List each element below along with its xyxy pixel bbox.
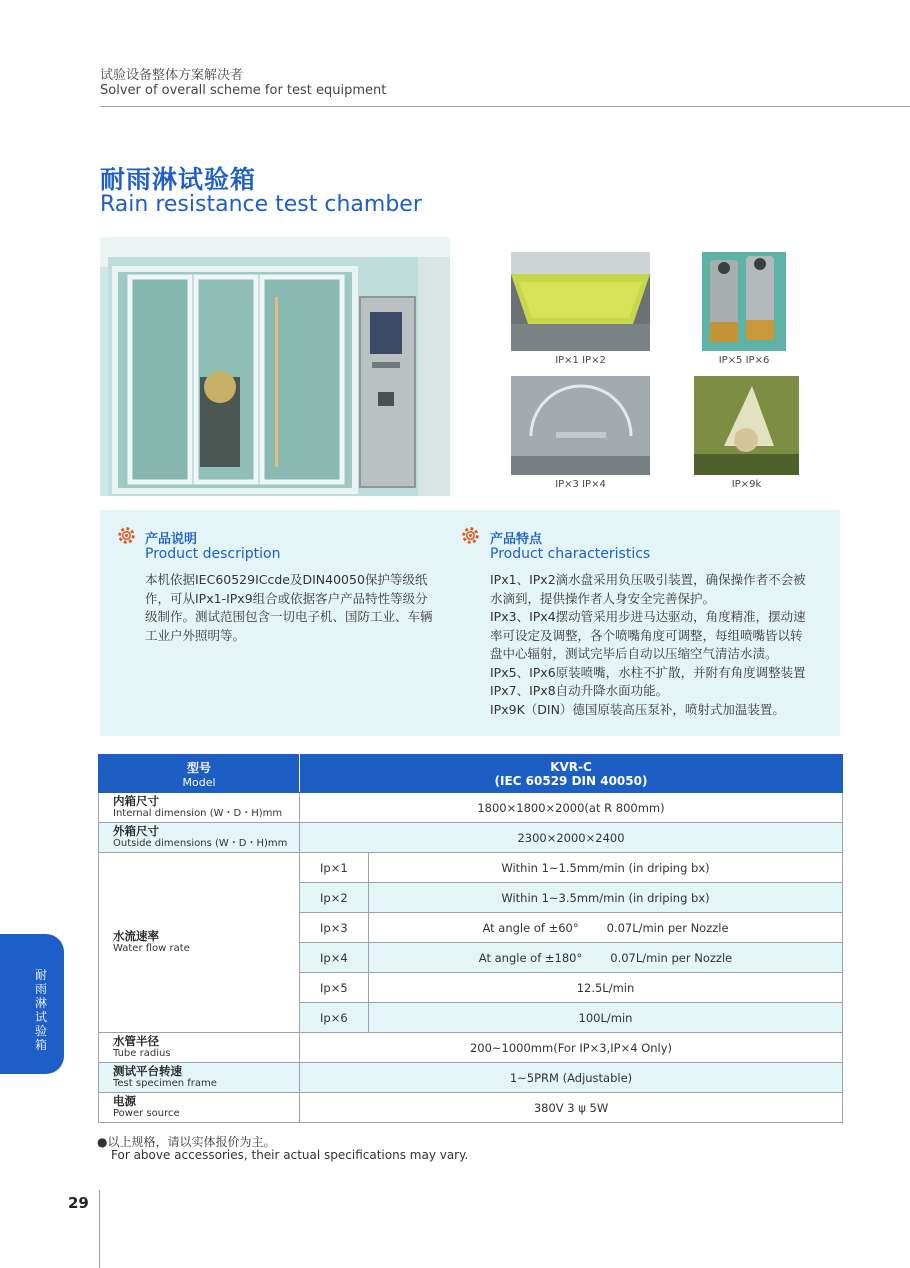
note-cn: ●以上规格，请以实体报价为主。 bbox=[97, 1135, 276, 1149]
table-row: 水管半径 Tube radius 200~1000mm(For IP×3,IP×4 Only) bbox=[99, 1033, 843, 1063]
description-title-en: Product description bbox=[145, 546, 281, 562]
header-cn: 试验设备整体方案解决者 bbox=[100, 68, 244, 83]
characteristics-title-en: Product characteristics bbox=[490, 546, 651, 562]
note-en: For above accessories, their actual specifications may vary. bbox=[111, 1148, 469, 1162]
table-row: Ip×6 100L/min bbox=[99, 1003, 843, 1033]
nozzles-photo bbox=[702, 252, 786, 351]
photo-caption-4: IP×9k bbox=[731, 479, 762, 490]
water-flow-label: 水流速率 Water flow rate bbox=[99, 853, 300, 1033]
table-row: Ip×2 Within 1~3.5mm/min (in driping bx) bbox=[99, 883, 843, 913]
table-header-row bbox=[99, 755, 843, 793]
side-tab bbox=[0, 934, 64, 1074]
table-row: Ip×3 At angle of ±60° 0.07L/min per Nozzle bbox=[99, 913, 843, 943]
nozzle-tray-photo bbox=[511, 252, 650, 351]
table-row: 外箱尺寸 Outside dimensions (W・D・H)mm 2300×2000×2400 bbox=[99, 823, 843, 853]
photo-caption-3: IP×3 IP×4 bbox=[555, 479, 606, 490]
photo-caption-1: IP×1 IP×2 bbox=[555, 355, 606, 366]
model-value: KVR-C (IEC 60529 DIN 40050) bbox=[300, 755, 843, 793]
model-header: 型号 Model bbox=[99, 755, 300, 793]
oscillating-tube-photo bbox=[511, 376, 650, 475]
side-tab-label: 耐雨淋试验箱 bbox=[34, 968, 47, 1052]
table-row: Ip×5 12.5L/min bbox=[99, 973, 843, 1003]
table-row: 水流速率 Water flow rate Ip×1 Within 1~1.5mm/min (in driping bx) bbox=[99, 853, 843, 883]
table-row: Ip×4 At angle of ±180° 0.07L/min per Nozzle bbox=[99, 943, 843, 973]
gear-icon bbox=[462, 527, 479, 544]
header-divider bbox=[100, 106, 910, 107]
table-row: 内箱尺寸 Internal dimension (W・D・H)mm 1800×1800×2000(at R 800mm) bbox=[99, 793, 843, 823]
table-row: 测试平台转速 Test specimen frame 1~5PRM (Adjustable) bbox=[99, 1063, 843, 1093]
description-title-cn: 产品说明 bbox=[145, 532, 198, 547]
characteristics-title-cn: 产品特点 bbox=[490, 532, 543, 547]
gear-icon bbox=[118, 527, 135, 544]
page-number: 29 bbox=[68, 1194, 89, 1212]
page-title-cn: 耐雨淋试验箱 bbox=[100, 165, 257, 194]
header-en: Solver of overall scheme for test equipment bbox=[100, 83, 387, 98]
chamber-photo bbox=[100, 237, 450, 496]
photo-caption-2: IP×5 IP×6 bbox=[718, 355, 770, 366]
spec-table bbox=[98, 754, 843, 1123]
description-text: 本机依据IEC60529ICcde及DIN40050保护等级纸 作，可从IPx1-IPx9组合或依据客户产品特性等级分 级制作。测试范围包含一切电子机、国防工业、车辆 工业户外照明等。 bbox=[145, 572, 433, 643]
characteristics-text: IPx1、IPx2滴水盘采用负压吸引装置，确保操作者不会被 水滴到，提供操作者人身安全完善保护。 IPx3、IPx4摆动管采用步进马达驱动，角度精准，摆动速 率可设定及调整，各个喷嘴角度可调整，每组喷嘴皆以转 盘中心辐射，测试完毕后自动以压缩空气清洁水渍。 IPx5、IPx6原装喷嘴，水柱不扩散，并附有角度调整装置 IPx7、IPx8自动升降水面功能。 IPx9K（DIN）德国原装高压泵补，喷射式加温装置。 bbox=[490, 572, 806, 717]
table-row: 电源 Power source 380V 3 ψ 5W bbox=[99, 1093, 843, 1123]
page-number-divider bbox=[99, 1190, 100, 1268]
page-title-en: Rain resistance test chamber bbox=[100, 192, 422, 217]
high-pressure-photo bbox=[694, 376, 799, 475]
